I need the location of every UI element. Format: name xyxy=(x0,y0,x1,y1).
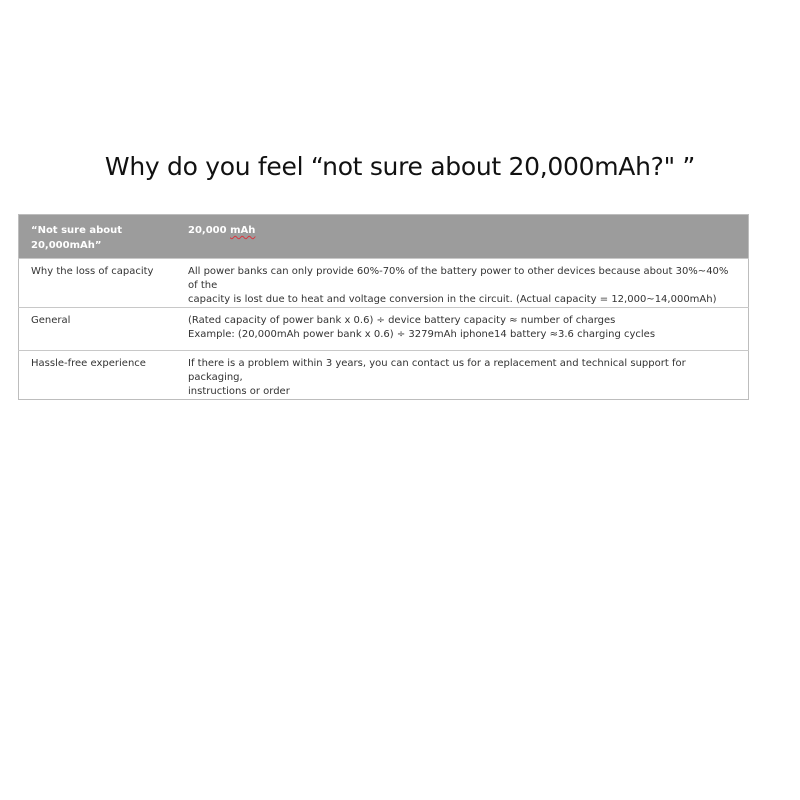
table-row xyxy=(19,308,749,351)
page-title: Why do you feel “not sure about 20,000mAh?" ” xyxy=(104,152,696,181)
comparison-table xyxy=(18,214,749,400)
row-content-line: instructions or order xyxy=(188,386,290,397)
header-capacity-value: 20,000 xyxy=(188,225,231,236)
row-content-line: All power banks can only provide 60%-70% of the battery power to other devices because about 30%~40% of the xyxy=(188,266,729,291)
row-content-line: If there is a problem within 3 years, you can contact us for a replacement and technical support for packaging, xyxy=(188,358,686,383)
row-label: General xyxy=(19,308,189,351)
header-capacity-unit: mAh xyxy=(230,225,256,236)
row-label: Why the loss of capacity xyxy=(19,259,189,308)
table-row xyxy=(19,259,749,308)
header-topic-line-2: 20,000mAh” xyxy=(31,240,102,251)
table-header-row xyxy=(19,215,749,259)
header-cell-capacity xyxy=(188,215,749,259)
table-row xyxy=(19,351,749,400)
row-content-line: Example: (20,000mAh power bank x 0.6) ÷ 3279mAh iphone14 battery ≈3.6 charging cycles xyxy=(188,329,656,340)
row-content-line: capacity is lost due to heat and voltage conversion in the circuit. (Actual capacity = 12,000~14,000mAh) xyxy=(188,294,717,305)
row-content-line: (Rated capacity of power bank x 0.6) ÷ device battery capacity ≈ number of charges xyxy=(188,315,616,326)
row-content xyxy=(188,351,749,400)
row-content xyxy=(188,259,749,308)
row-label: Hassle-free experience xyxy=(19,351,189,400)
header-topic-line-1: “Not sure about xyxy=(31,225,123,236)
header-cell-topic xyxy=(19,215,189,259)
row-content xyxy=(188,308,749,351)
